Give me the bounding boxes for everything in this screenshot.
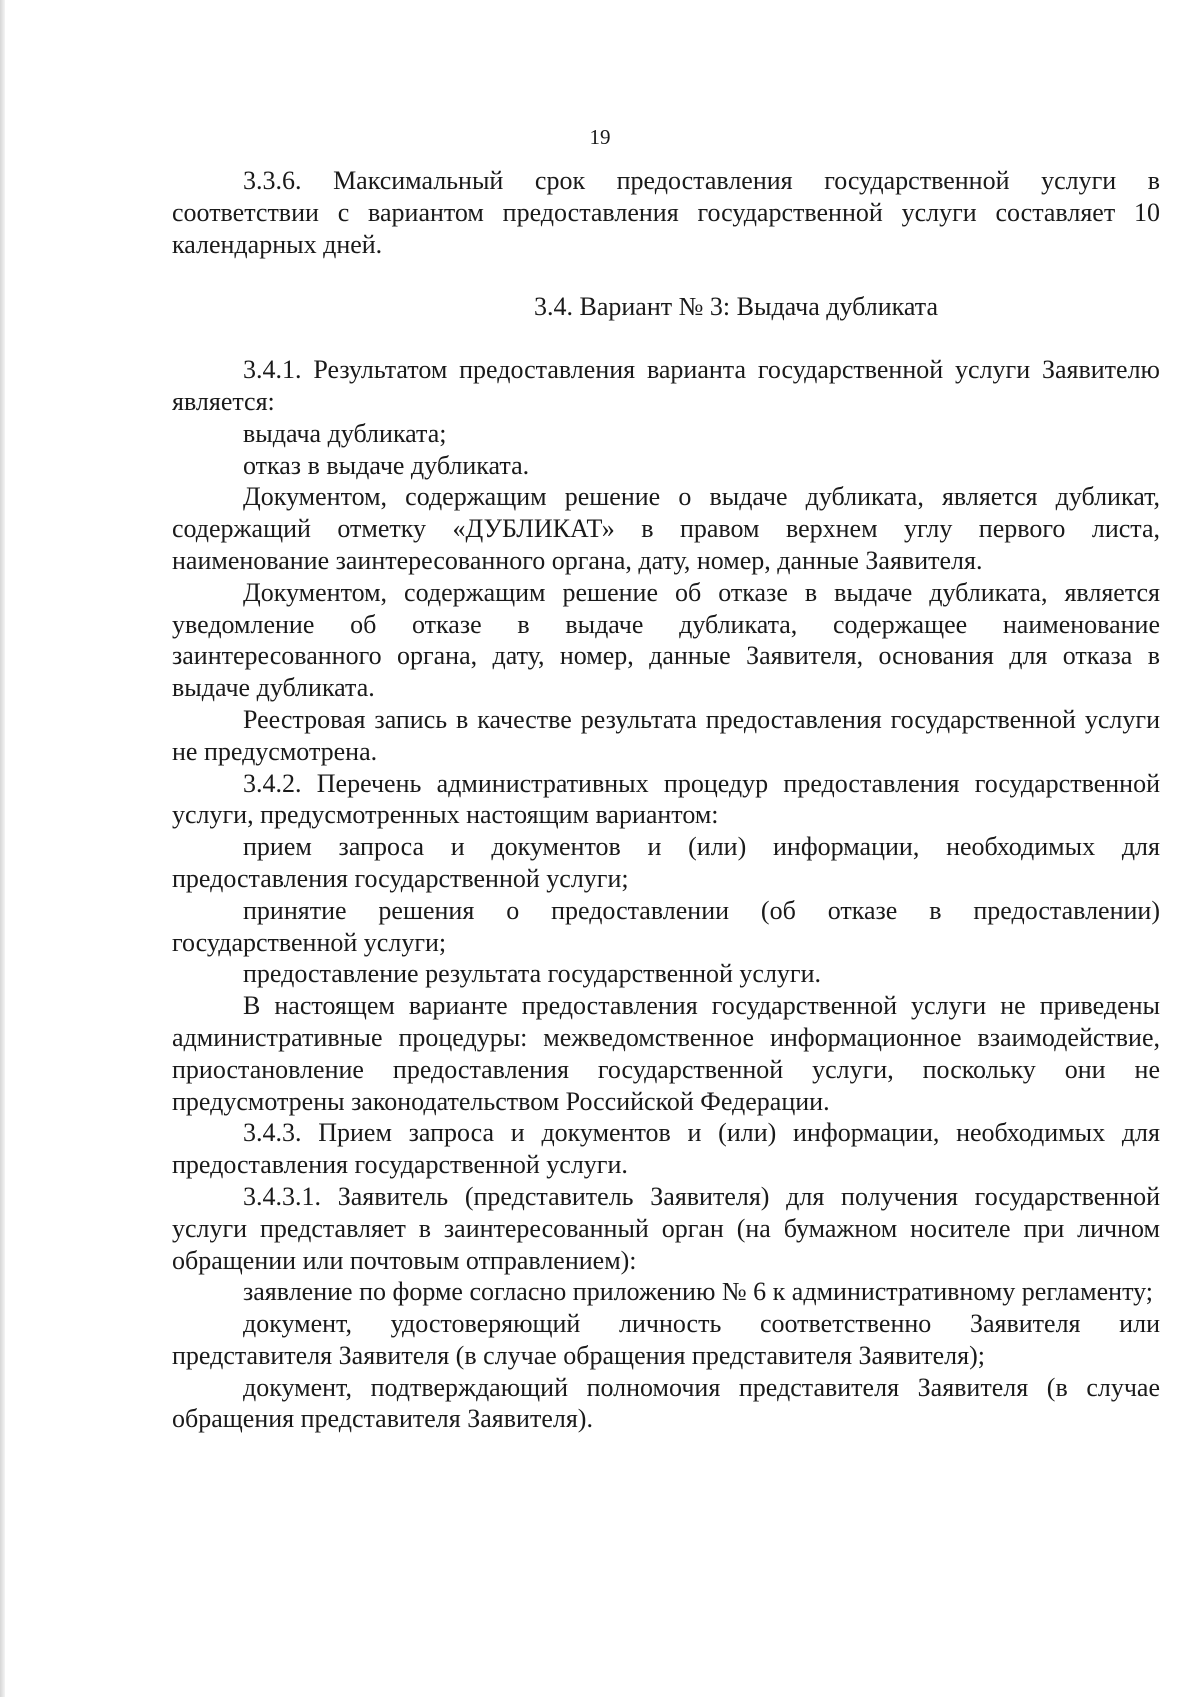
paragraph-3-4-3: 3.4.3. Прием запроса и документов и (или) информации, необходимых для предоставления государственной услуги. (172, 1118, 1160, 1180)
paragraph-duplicate-decision-document: Документом, содержащим решение о выдаче дубликата, является дубликат, содержащий отметку «ДУБЛИКАТ» в правом верхнем углу первого листа, наименование заинтересованного органа, дату, номер, данные Заявителя. (172, 482, 1160, 575)
paragraph-registry-entry: Реестровая запись в качестве результата предоставления государственной услуги не предусмотрена. (172, 704, 1160, 766)
list-item-decision-making: принятие решения о предоставлении (об отказе в предоставлении) государственной услуги; (172, 895, 1160, 957)
section-heading-3-4: 3.4. Вариант № 3: Выдача дубликата (534, 292, 938, 322)
list-item-application-form: заявление по форме согласно приложению № 6 к административному регламенту; (243, 1277, 1153, 1307)
list-item-result-provision: предоставление результата государственной услуги. (243, 959, 822, 989)
paragraph-3-4-2: 3.4.2. Перечень административных процедур предоставления государственной услуги, предусмотренных настоящим вариантом: (172, 768, 1160, 830)
list-item-duplicate-refusal: отказ в выдаче дубликата. (243, 450, 530, 480)
paragraph-3-4-1: 3.4.1. Результатом предоставления варианта государственной услуги Заявителю является: (172, 355, 1160, 416)
paragraph-3-3-6: 3.3.6. Максимальный срок предоставления государственной услуги в соответствии с вариантом предоставления государственной услуги составляет 10 календарных дней. (172, 166, 1160, 259)
list-item-identity-document: документ, удостоверяющий личность соответственно Заявителя или представителя Заявителя (в случае обращения представителя Заявителя); (172, 1309, 1160, 1370)
paragraph-excluded-procedures: В настоящем варианте предоставления государственной услуги не приведены административные процедуры: межведомственное информационное взаимодействие, приостановление предоставления государственной услуги, поскольку они не предусмотрены законодательством Российской Федерации. (172, 991, 1160, 1116)
list-item-duplicate-issue: выдача дубликата; (243, 418, 447, 448)
list-item-request-reception: прием запроса и документов и (или) информации, необходимых для предоставления государственной услуги; (172, 832, 1160, 893)
list-item-authority-document: документ, подтверждающий полномочия представителя Заявителя (в случае обращения представителя Заявителя). (172, 1372, 1160, 1434)
scan-edge-shadow (0, 0, 5, 1697)
paragraph-refusal-decision-document: Документом, содержащим решение об отказе в выдаче дубликата, является уведомление об отказе в выдаче дубликата, содержащее наименование заинтересованного органа, дату, номер, данные Заявителя, основания для отказа в выдаче дубликата. (172, 577, 1160, 703)
page-number: 19 (589, 125, 611, 149)
paragraph-3-4-3-1: 3.4.3.1. Заявитель (представитель Заявителя) для получения государственной услуги представляет в заинтересованный орган (на бумажном носителе при личном обращении или почтовым отправлением): (172, 1181, 1160, 1275)
document-body (172, 165, 1160, 1435)
